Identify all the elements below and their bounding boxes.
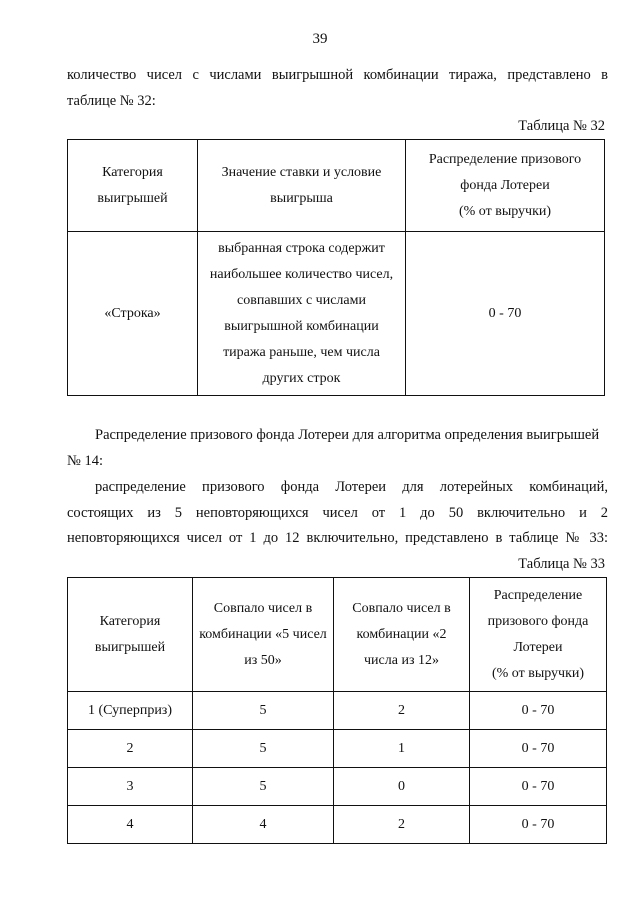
table-row bbox=[68, 232, 605, 396]
table33-header-row bbox=[68, 578, 607, 692]
table32-condition: выбранная строка содержит наибольшее количество чисел, совпавших с числами выигрышной комбинации тиража раньше, чем числа других строк bbox=[198, 232, 406, 396]
table-row bbox=[68, 806, 607, 844]
table33-match2: 1 bbox=[334, 730, 470, 768]
table-row bbox=[68, 692, 607, 730]
table33-category: 4 bbox=[68, 806, 193, 844]
table32-caption: Таблица № 32 bbox=[518, 118, 605, 134]
table-row bbox=[68, 730, 607, 768]
table32-header-category: Категория выигрышей bbox=[68, 140, 198, 232]
table33-header-match5: Совпало чисел в комбинации «5 чисел из 50» bbox=[193, 578, 334, 692]
table33-category: 2 bbox=[68, 730, 193, 768]
table33-match5: 5 bbox=[193, 768, 334, 806]
table33-match5: 5 bbox=[193, 692, 334, 730]
table32-category: «Строка» bbox=[68, 232, 198, 396]
section-line-5: неповторяющихся чисел от 1 до 12 включительно, представлено в таблице № 33: bbox=[67, 530, 608, 546]
intro-line-1: количество чисел с числами выигрышной комбинации тиража, представлено в bbox=[67, 67, 608, 83]
section-line-1: Распределение призового фонда Лотереи для алгоритма определения выигрышей bbox=[95, 427, 600, 443]
table33-share: 0 - 70 bbox=[470, 806, 607, 844]
page-number: 39 bbox=[312, 31, 328, 47]
table33-share: 0 - 70 bbox=[470, 768, 607, 806]
table33-header-share: Распределение призового фонда Лотереи (% от выручки) bbox=[470, 578, 607, 692]
table33-category: 1 (Суперприз) bbox=[68, 692, 193, 730]
section-line-4: состоящих из 5 неповторяющихся чисел от 1 до 50 включительно и 2 bbox=[67, 505, 608, 521]
table33-caption: Таблица № 33 bbox=[518, 556, 605, 572]
table33-share: 0 - 70 bbox=[470, 730, 607, 768]
section-line-2: № 14: bbox=[67, 453, 103, 469]
table33-match5: 5 bbox=[193, 730, 334, 768]
table33-match2: 2 bbox=[334, 692, 470, 730]
table33-header-category: Категория выигрышей bbox=[68, 578, 193, 692]
table33-header-match2: Совпало чисел в комбинации «2 числа из 12» bbox=[334, 578, 470, 692]
table32-header-condition: Значение ставки и условие выигрыша bbox=[198, 140, 406, 232]
table32-header-row bbox=[68, 140, 605, 232]
table33-match2: 0 bbox=[334, 768, 470, 806]
table33-share: 0 - 70 bbox=[470, 692, 607, 730]
intro-line-2: таблице № 32: bbox=[67, 93, 156, 109]
table-row bbox=[68, 768, 607, 806]
table33-match5: 4 bbox=[193, 806, 334, 844]
table32-header-share: Распределение призового фонда Лотереи (% от выручки) bbox=[406, 140, 605, 232]
section-line-3: распределение призового фонда Лотереи для лотерейных комбинаций, bbox=[95, 479, 608, 495]
table-33 bbox=[67, 577, 607, 844]
table33-match2: 2 bbox=[334, 806, 470, 844]
table32-share: 0 - 70 bbox=[406, 232, 605, 396]
table33-category: 3 bbox=[68, 768, 193, 806]
table-32 bbox=[67, 139, 605, 396]
